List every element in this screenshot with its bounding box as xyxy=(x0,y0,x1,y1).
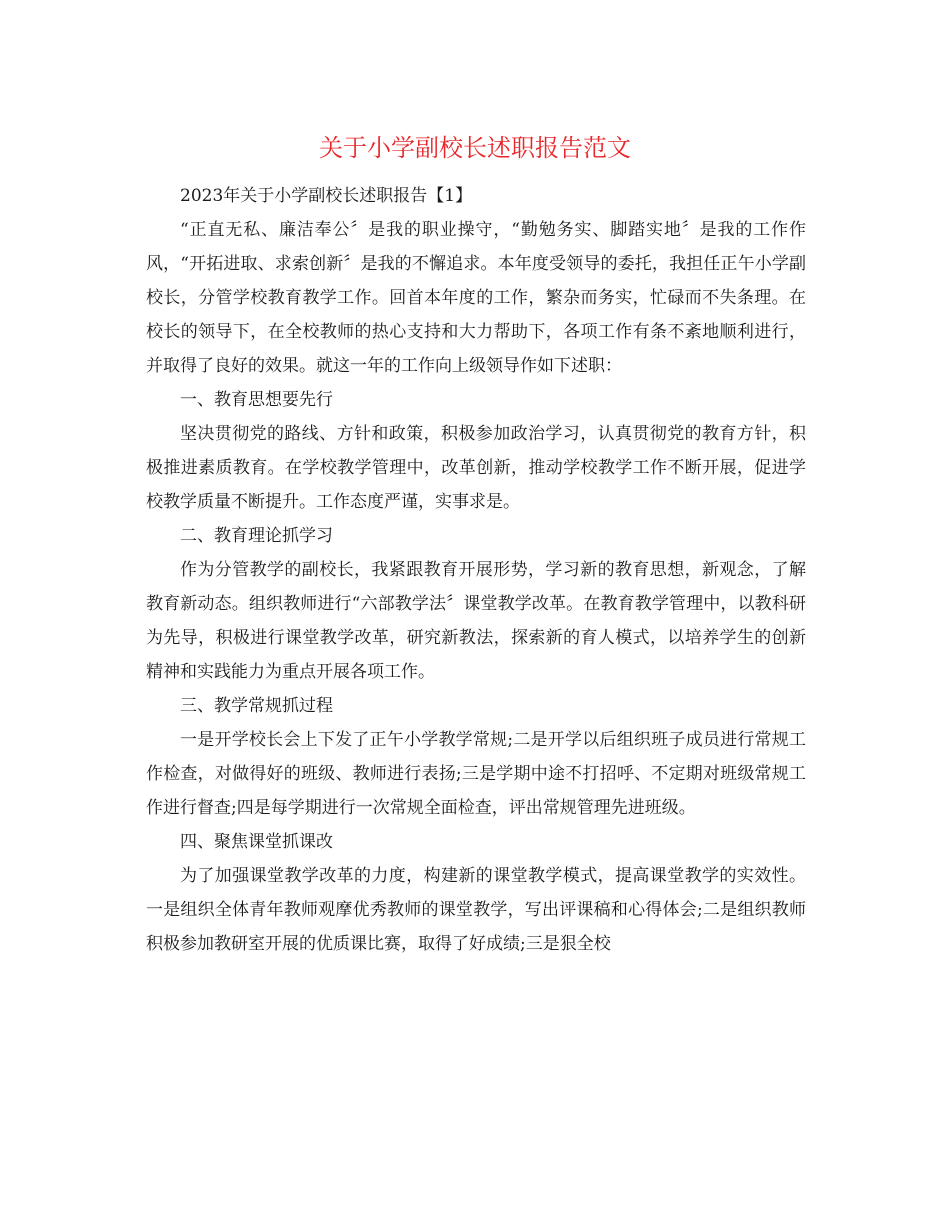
section-paragraph-2: 作为分管教学的副校长，我紧跟教育开展形势，学习新的教育思想，新观念，了解教育新动态。组织教师进行“六部教学法〞课堂教学改革。在教育教学管理中，以教科研为先导，积极进行课堂教学改革，研究新教法，探索新的育人模式，以培养学生的创新精神和实践能力为重点开展各项工作。 xyxy=(146,560,806,682)
section-heading-4: 四、聚焦课堂抓课改 xyxy=(180,832,333,852)
section-paragraph-1: 坚决贯彻党的路线、方针和政策，积极参加政治学习，认真贯彻党的教育方针，积极推进素质教育。在学校教学管理中，改革创新，推动学校教学工作不断开展，促进学校教学质量不断提升。工作态度严谨，实事求是。 xyxy=(146,424,806,512)
section-heading-3: 三、教学常规抓过程 xyxy=(180,696,333,716)
document-body xyxy=(146,179,806,961)
intro-paragraph: “正直无私、廉洁奉公〞是我的职业操守，“勤勉务实、脚踏实地〞是我的工作作风，“开拓进取、求索创新〞是我的不懈追求。本年度受领导的委托，我担任正午小学副校长，分管学校教育教学工作。回首本年度的工作，繁杂而务实，忙碌而不失条理。在校长的领导下，在全校教师的热心支持和大力帮助下，各项工作有条不紊地顺利进行，并取得了良好的效果。就这一年的工作向上级领导作如下述职： xyxy=(146,220,806,376)
section-heading-2: 二、教育理论抓学习 xyxy=(180,526,333,546)
section-paragraph-3: 一是开学校长会上下发了正午小学教学常规;二是开学以后组织班子成员进行常规工作检查，对做得好的班级、教师进行表扬;三是学期中途不打招呼、不定期对班级常规工作进行督查;四是每学期进行一次常规全面检查，评出常规管理先进班级。 xyxy=(146,730,806,818)
section-heading-1: 一、教育思想要先行 xyxy=(180,390,333,410)
section-paragraph-4: 为了加强课堂教学改革的力度，构建新的课堂教学模式，提高课堂教学的实效性。一是组织全体青年教师观摩优秀教师的课堂教学，写出评课稿和心得体会;二是组织教师积极参加教研室开展的优质课比赛，取得了好成绩;三是狠全校 xyxy=(146,866,806,954)
document-title: 关于小学副校长述职报告范文 xyxy=(319,134,631,162)
report-subtitle: 2023年关于小学副校长述职报告【1】 xyxy=(180,186,473,206)
